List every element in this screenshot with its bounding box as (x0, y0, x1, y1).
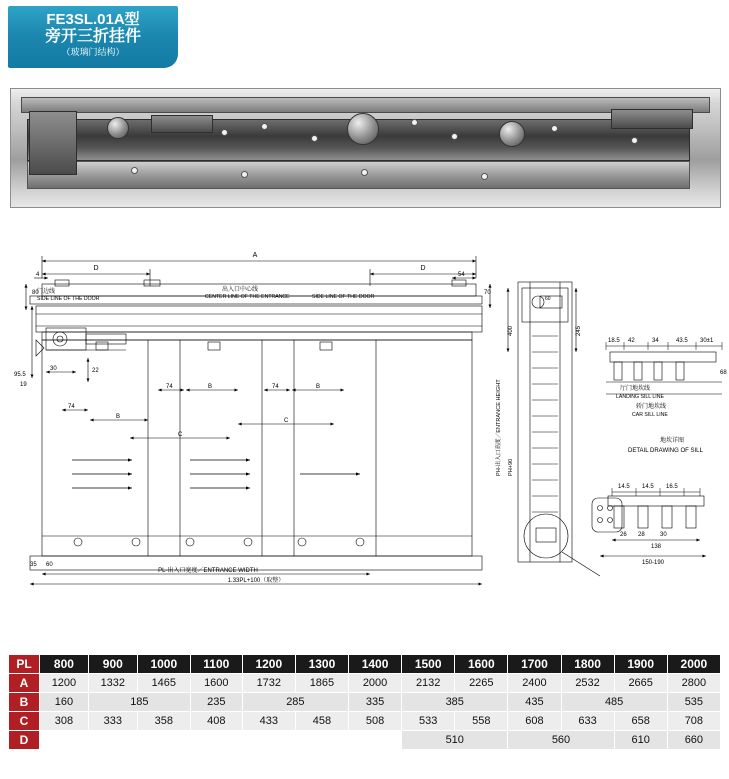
svg-text:B: B (208, 384, 213, 390)
cell: 2665 (614, 674, 667, 693)
header-1000: 1000 (137, 655, 190, 674)
cell: 610 (614, 731, 667, 750)
label-door-side-cn-left: 门边线 (37, 289, 56, 295)
label-sill-detail-en: DETAIL DRAWING OF SILL (628, 448, 703, 454)
label-car-sill-en: CAR SILL LINE (632, 412, 668, 418)
svg-text:18.5: 18.5 (608, 338, 620, 344)
cell: 560 (508, 731, 614, 750)
svg-text:D: D (93, 265, 99, 272)
photo-bolt (221, 129, 228, 136)
cell: 1600 (190, 674, 242, 693)
cell: 1332 (88, 674, 137, 693)
svg-text:4: 4 (36, 272, 40, 278)
cell: 510 (402, 731, 508, 750)
svg-text:14.5: 14.5 (618, 484, 630, 490)
table-header-row (9, 655, 721, 674)
svg-text:54: 54 (458, 272, 465, 278)
photo-bolt (311, 135, 318, 142)
svg-text:68: 68 (720, 370, 727, 376)
photo-bracket-a (151, 115, 213, 133)
cell: 2265 (455, 674, 508, 693)
photo-motor-block (29, 111, 77, 175)
header-1500: 1500 (402, 655, 455, 674)
cell: 435 (508, 693, 561, 712)
row-label-c: C (9, 712, 40, 731)
label-landing-sill-cn: 厅门地坎线 (620, 386, 651, 392)
svg-text:74: 74 (166, 384, 173, 390)
cell: 558 (455, 712, 508, 731)
header-900: 900 (88, 655, 137, 674)
header-1800: 1800 (561, 655, 614, 674)
photo-bolt (361, 169, 368, 176)
svg-text:30: 30 (660, 532, 667, 538)
label-entrance-center-en: CENTER LINE OF THE ENTRANCE (205, 294, 290, 300)
svg-text:28: 28 (638, 532, 645, 538)
table-row (9, 674, 721, 693)
cell: 633 (561, 712, 614, 731)
product-name: 旁开三折挂件 (44, 28, 141, 45)
cell: 308 (40, 712, 89, 731)
header-800: 800 (40, 655, 89, 674)
svg-text:B: B (316, 384, 321, 390)
cell: 708 (667, 712, 720, 731)
label-overall-note: 1.33PL+100（取整） (227, 578, 285, 584)
cell: 508 (349, 712, 402, 731)
svg-text:C: C (284, 418, 289, 424)
cell: 285 (242, 693, 348, 712)
svg-text:95.5: 95.5 (14, 372, 26, 378)
cell: 1865 (295, 674, 348, 693)
photo-lower-rail (27, 161, 690, 189)
title-block (8, 6, 178, 68)
cell: 660 (667, 731, 720, 750)
svg-text:16.5: 16.5 (666, 484, 678, 490)
svg-text:22: 22 (92, 368, 99, 374)
photo-bolt (451, 133, 458, 140)
photo-pulley-right (499, 121, 525, 147)
photo-bolt (261, 123, 268, 130)
table-row (9, 712, 721, 731)
cell: 535 (667, 693, 720, 712)
svg-text:70: 70 (484, 290, 491, 296)
cell: 408 (190, 712, 242, 731)
dim-245: 245 (576, 325, 582, 336)
svg-text:74: 74 (272, 384, 279, 390)
cell: 1465 (137, 674, 190, 693)
photo-pulley-center (347, 113, 379, 145)
photo-pulley-left (107, 117, 129, 139)
label-entrance-height: PH-出入口高度／ENTRANCE HEIGHT (496, 379, 502, 476)
photo-bolt (481, 173, 488, 180)
cell: 2400 (508, 674, 561, 693)
cell: 160 (40, 693, 89, 712)
header-1200: 1200 (242, 655, 295, 674)
cell: 185 (88, 693, 190, 712)
table-row (9, 693, 721, 712)
cell: 433 (242, 712, 295, 731)
cell: 335 (349, 693, 402, 712)
model-code: FE3SL.01A型 (46, 11, 140, 28)
photo-bolt (411, 119, 418, 126)
label-car-sill-cn: 轿门地坎线 (636, 404, 667, 410)
photo-bolt (241, 171, 248, 178)
svg-text:35: 35 (30, 562, 37, 568)
header-1400: 1400 (349, 655, 402, 674)
cell: 533 (402, 712, 455, 731)
svg-text:150-190: 150-190 (641, 560, 665, 566)
label-sill-detail-cn: 地坎详图 (660, 438, 685, 444)
svg-text:26: 26 (620, 532, 627, 538)
label-landing-sill-en: LANDING SILL LINE (616, 394, 664, 400)
cell: 2000 (349, 674, 402, 693)
photo-bolt (551, 125, 558, 132)
svg-text:43.5: 43.5 (676, 338, 688, 344)
cell: 2532 (561, 674, 614, 693)
svg-text:34: 34 (652, 338, 659, 344)
photo-top-beam (21, 97, 710, 113)
header-1900: 1900 (614, 655, 667, 674)
dim-A-label: A (252, 252, 258, 259)
dim-400: 400 (508, 325, 514, 336)
svg-text:80: 80 (32, 290, 39, 296)
header-1600: 1600 (455, 655, 508, 674)
svg-text:C: C (178, 432, 183, 438)
photo-bracket-b (611, 109, 693, 129)
header-2000: 2000 (667, 655, 720, 674)
row-label-a: A (9, 674, 40, 693)
cell: 1200 (40, 674, 89, 693)
svg-text:60: 60 (545, 296, 551, 302)
product-subtitle: （玻璃门结构） (61, 47, 125, 57)
spec-table-wrap (8, 654, 721, 750)
row-label-d: D (9, 731, 40, 750)
svg-text:42: 42 (628, 338, 635, 344)
svg-text:30: 30 (50, 366, 57, 372)
svg-text:138: 138 (650, 544, 662, 550)
spec-table (8, 654, 721, 750)
technical-drawing (0, 236, 729, 636)
cell: 385 (402, 693, 508, 712)
label-door-side-en-right: SIDE LINE OF THE DOOR (312, 294, 375, 300)
header-1100: 1100 (190, 655, 242, 674)
photo-bolt (131, 167, 138, 174)
svg-text:D: D (420, 265, 426, 272)
cell: 2800 (667, 674, 720, 693)
cell: 658 (614, 712, 667, 731)
label-entrance-width: PL-出入口宽度／ENTRANCE WIDTH (158, 568, 258, 574)
cell: 2132 (402, 674, 455, 693)
cell: 608 (508, 712, 561, 731)
label-ph-90: PH+90 (508, 458, 514, 476)
photo-bolt (631, 137, 638, 144)
cell: 458 (295, 712, 348, 731)
product-photo (10, 88, 721, 208)
label-entrance-center-cn: 出入口中心线 (222, 287, 259, 293)
svg-text:19: 19 (20, 382, 27, 388)
svg-text:60: 60 (46, 562, 53, 568)
header-1300: 1300 (295, 655, 348, 674)
table-row (9, 731, 721, 750)
cell-empty (40, 731, 402, 750)
row-label-b: B (9, 693, 40, 712)
cell: 333 (88, 712, 137, 731)
label-door-side-en-left: SIDE LINE OF THE DOOR (37, 296, 100, 302)
header-pl: PL (9, 655, 40, 674)
header-1700: 1700 (508, 655, 561, 674)
cell: 358 (137, 712, 190, 731)
svg-text:30±1: 30±1 (700, 338, 714, 344)
cell: 1732 (242, 674, 295, 693)
cell: 485 (561, 693, 667, 712)
svg-text:74: 74 (68, 404, 75, 410)
cell: 235 (190, 693, 242, 712)
svg-text:B: B (116, 414, 121, 420)
svg-text:14.5: 14.5 (642, 484, 654, 490)
